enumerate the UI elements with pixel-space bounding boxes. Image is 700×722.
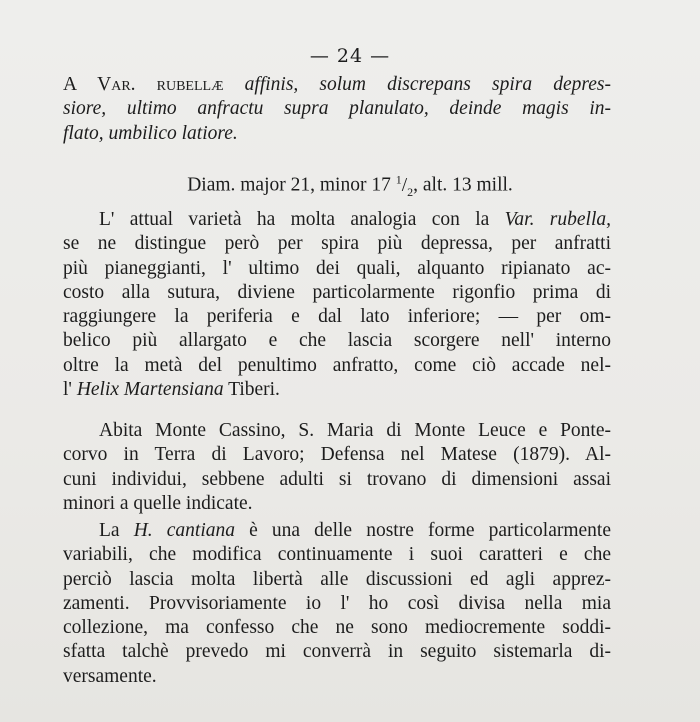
paragraph-line: raggiungere la periferia e dal lato inferiore; — per om- xyxy=(63,306,611,328)
paragraph-line: corvo in Terra di Lavoro; Defensa nel Matese (1879). Al- xyxy=(63,444,611,466)
paragraph-line: cuni individui, sebbene adulti si trovano di dimensioni assai xyxy=(63,468,611,490)
diagnosis-prefix: A xyxy=(63,74,98,95)
fraction-numerator: 1 xyxy=(395,172,402,186)
measurements-text-end: , alt. 13 mill. xyxy=(413,174,513,196)
paragraph-text: Tiberi. xyxy=(223,379,280,401)
latin-diagnosis xyxy=(63,73,611,146)
paragraph-line: se ne distingue però per spira più depressa, per anfratti xyxy=(63,233,611,255)
fraction: $^1/_2$ xyxy=(395,172,414,199)
diagnosis-text: affinis, solum discrepans spira depres- xyxy=(223,74,611,95)
diagnosis-line-1 xyxy=(63,73,611,97)
paragraph-line: zamenti. Provvisoriamente io l' ho così divisa nella mia xyxy=(63,592,611,614)
paragraph-3 xyxy=(63,519,611,689)
paragraph-line: oltre la metà del penultimo anfratto, come ciò accade nel- xyxy=(63,354,611,376)
italic-term: H. cantiana xyxy=(133,520,236,541)
paragraph-2 xyxy=(63,419,611,516)
paragraph-line: Abita Monte Cassino, S. Maria di Monte Leuce e Ponte- xyxy=(99,420,611,441)
paragraph-text: l' xyxy=(63,379,77,401)
diagnosis-line-3: flato, umbilico latiore. xyxy=(63,122,238,144)
paragraph-line xyxy=(63,208,611,232)
measurements xyxy=(0,172,700,199)
paragraph-line: versamente. xyxy=(63,665,157,687)
page-number: — 24 — xyxy=(309,45,391,67)
paragraph-line: sfatta talchè prevedo mi converrà in seguito sistemarla di- xyxy=(63,641,611,663)
measurements-text: Diam. major 21, minor 17 xyxy=(187,174,396,196)
diagnosis-line-2: siore, ultimo anfractu supra planulato, deinde magis in- xyxy=(63,98,611,120)
italic-term: Var. rubella, xyxy=(504,209,611,230)
paragraph-line: belico più allargato e che lascia scorgere nell' interno xyxy=(63,330,611,352)
paragraph-line: costo alla sutura, diviene particolarmente rigonfio prima di xyxy=(63,281,611,303)
paragraph-line: variabili, che modifica continuamente i suoi caratteri e che xyxy=(63,544,611,566)
paragraph-text: La xyxy=(99,520,134,541)
paragraph-1 xyxy=(63,208,611,402)
variety-name: Var. rubellæ xyxy=(97,74,224,95)
paragraph-line: minori a quelle indicate. xyxy=(63,492,253,514)
paragraph-text: è una delle nostre forme particolarmente xyxy=(235,520,611,541)
fraction-denominator: 2 xyxy=(407,184,414,199)
paragraph-line: perciò lascia molta libertà alle discussioni ed agli apprez- xyxy=(63,568,611,590)
paragraph-line xyxy=(63,519,611,543)
paragraph-line xyxy=(63,378,611,402)
paragraph-text: L' attual varietà ha molta analogia con la xyxy=(99,209,505,230)
paragraph-line: collezione, ma confesso che ne sono mediocremente soddi- xyxy=(63,617,611,639)
italic-term: Helix Martensiana xyxy=(76,379,224,401)
paragraph-line: più pianeggianti, l' ultimo dei quali, alquanto ripianato ac- xyxy=(63,257,611,279)
